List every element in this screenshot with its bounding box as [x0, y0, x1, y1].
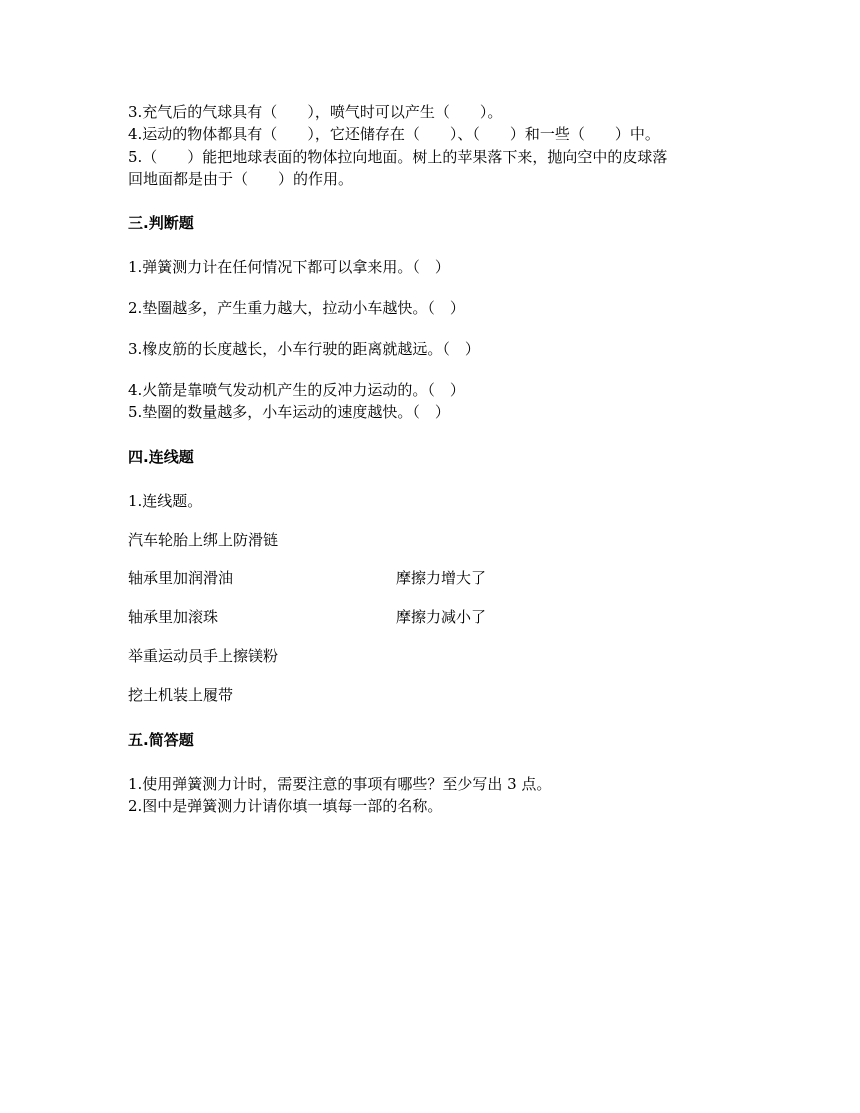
fill-in-question-5-line-1: 5.（ ）能把地球表面的物体拉向地面。树上的苹果落下来，抛向空中的皮球落 — [128, 148, 668, 166]
matching-intro: 1.连线题。 — [128, 492, 203, 510]
fill-in-question-4: 4.运动的物体都具有（ ），它还储存在（ ）、（ ）和一些（ ）中。 — [128, 125, 660, 143]
true-false-question-2: 2.垫圈越多，产生重力越大，拉动小车越快。（ ） — [128, 299, 465, 317]
true-false-question-4: 4.火箭是靠喷气发动机产生的反冲力运动的。（ ） — [128, 381, 465, 399]
fill-in-question-3: 3.充气后的气球具有（ ），喷气时可以产生（ ）。 — [128, 103, 503, 121]
matching-left-item-2: 轴承里加润滑油 — [128, 569, 234, 587]
short-answer-question-2: 2.图中是弹簧测力计请你填一填每一部的名称。 — [128, 797, 443, 815]
section-title-matching: 四.连线题 — [128, 448, 194, 466]
matching-left-item-3: 轴承里加滚珠 — [128, 608, 219, 626]
true-false-question-3: 3.橡皮筋的长度越长，小车行驶的距离就越远。（ ） — [128, 340, 480, 358]
matching-left-item-5: 挖土机装上履带 — [128, 686, 234, 704]
matching-right-item-2: 摩擦力减小了 — [396, 608, 487, 626]
true-false-question-5: 5.垫圈的数量越多，小车运动的速度越快。（ ） — [128, 403, 450, 421]
true-false-question-1: 1.弹簧测力计在任何情况下都可以拿来用。（ ） — [128, 258, 450, 276]
matching-right-item-1: 摩擦力增大了 — [396, 569, 487, 587]
fill-in-question-5-line-2: 回地面都是由于（ ）的作用。 — [128, 170, 354, 188]
section-title-true-false: 三.判断题 — [128, 214, 194, 232]
short-answer-question-1: 1.使用弹簧测力计时，需要注意的事项有哪些？至少写出 3 点。 — [128, 775, 552, 793]
matching-left-item-4: 举重运动员手上擦镁粉 — [128, 647, 279, 665]
section-title-short-answer: 五.简答题 — [128, 731, 194, 749]
matching-left-item-1: 汽车轮胎上绑上防滑链 — [128, 531, 279, 549]
